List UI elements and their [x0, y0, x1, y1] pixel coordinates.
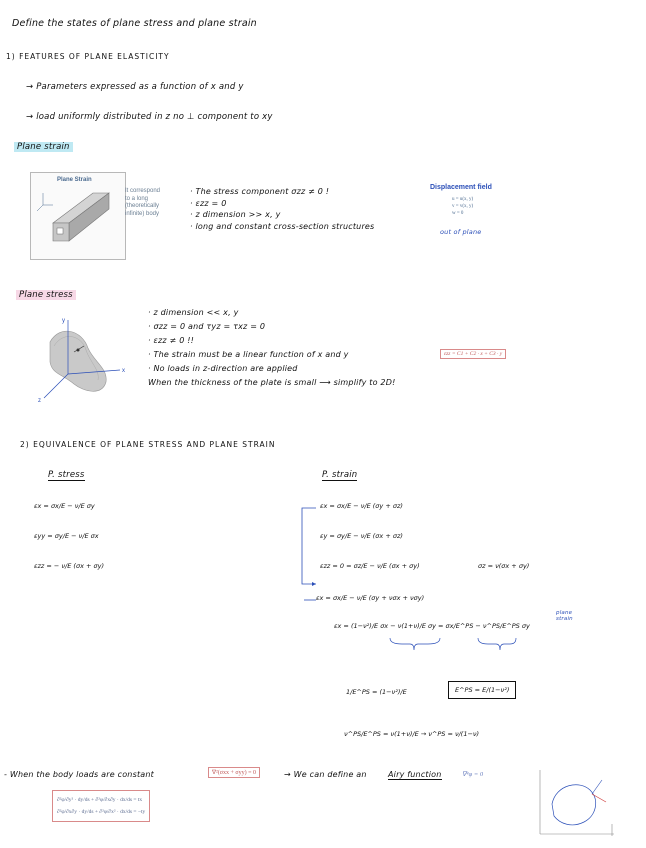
- figure-note: It correspond to a long (theoretically infinite) body: [125, 188, 161, 217]
- strain-eq-2: εy = σy/E − ν/E (σx + σz): [320, 532, 403, 540]
- strain-eq-5: εx = σx/E − ν/E (σy + νσx + νσy): [316, 594, 425, 602]
- axis-label-y: y: [62, 318, 65, 324]
- out-of-plane-note: out of plane: [440, 228, 482, 236]
- col-strain-title: P. strain: [322, 470, 358, 480]
- plane-strain-label: Plane strain: [14, 142, 73, 152]
- col-stress-title: P. stress: [48, 470, 85, 480]
- plane-strain-bullets: · The stress component σzz ≠ 0 ! · εzz = 0 · z dimension >> x, y · long and constant cross-section structures: [190, 187, 375, 231]
- airy-domain-sketch: [530, 764, 616, 840]
- feature-point-1: → Parameters expressed as a function of x and y: [26, 82, 244, 92]
- section2-heading: 2) EQUIVALENCE OF PLANE STRESS AND PLANE STRAIN: [20, 440, 276, 449]
- stress-eq-1: εx = σx/E − ν/E σy: [34, 502, 95, 510]
- axis-label-z: z: [38, 398, 41, 404]
- airy-eq: ∇⁴φ = 0: [462, 771, 484, 778]
- laplace-box: ∇²(σxx + σyy) = 0: [208, 767, 260, 778]
- strain-eq-4: σz = ν(σx + σy): [478, 562, 530, 570]
- feature-point-2: → load uniformly distributed in z no ⊥ component to xy: [26, 112, 273, 122]
- plane-strain-note: plane strain: [556, 610, 573, 622]
- strain-eq-6: εx = (1−ν²)/E σx − ν(1+ν)/E σy = σx/E^PS − ν^PS/E^PS σy: [334, 622, 530, 630]
- modulus-eq: 1/E^PS = (1−ν²)/E: [346, 688, 407, 696]
- page-title: Define the states of plane stress and plane strain: [12, 18, 257, 29]
- body-loads-text: - When the body loads are constant: [4, 770, 154, 779]
- strain-eq-1: εx = σx/E − ν/E (σy + σz): [320, 502, 403, 510]
- substitution-bracket: [296, 500, 320, 604]
- modulus-box: E^PS = E/(1−ν²): [448, 681, 516, 699]
- grouping-braces: [388, 636, 518, 658]
- stress-eq-2: εyy = σy/E − ν/E σx: [34, 532, 99, 540]
- plane-strain-figure: [30, 172, 126, 260]
- plane-stress-bullets: · z dimension << x, y · σzz = 0 and τyz = τxz = 0 · εzz ≠ 0 !! · The strain must be a linear function of x and y · No loads in z-direction are applied When the thickness of the plate is small ⟶ simplify to 2D!: [148, 308, 396, 387]
- axis-label-x: x: [122, 368, 125, 374]
- plane-stress-label: Plane stress: [16, 290, 76, 300]
- stress-eq-3: εzz = − ν/E (σx + σy): [34, 562, 105, 570]
- displacement-title: Displacement field: [430, 184, 492, 191]
- define-text: → We can define an: [284, 770, 367, 779]
- airy-function-label: Airy function: [388, 770, 442, 779]
- displacement-eqs: u = u(x, y) v = v(x, y) w = 0: [452, 197, 474, 216]
- plane-stress-figure: [22, 312, 130, 404]
- prism-drawing: [31, 173, 125, 259]
- strain-eq-3: εzz = 0 = σz/E − ν/E (σx + σy): [320, 562, 420, 570]
- linear-strain-formula: εzz = C1 + C2 · x + C3 · y: [440, 349, 506, 359]
- figure-title: Plane Strain: [57, 177, 92, 183]
- poisson-eq: ν^PS/E^PS = ν(1+ν)/E → ν^PS = ν/(1−ν): [344, 730, 480, 738]
- section1-heading: 1) FEATURES OF PLANE ELASTICITY: [6, 52, 170, 61]
- boundary-conditions-box: ∂²φ/∂y² · dy/ds + ∂²φ/∂x∂y · dx/ds = tx ∂²φ/∂x∂y · dy/ds + ∂²φ/∂x² · dx/ds = −ty: [52, 790, 150, 822]
